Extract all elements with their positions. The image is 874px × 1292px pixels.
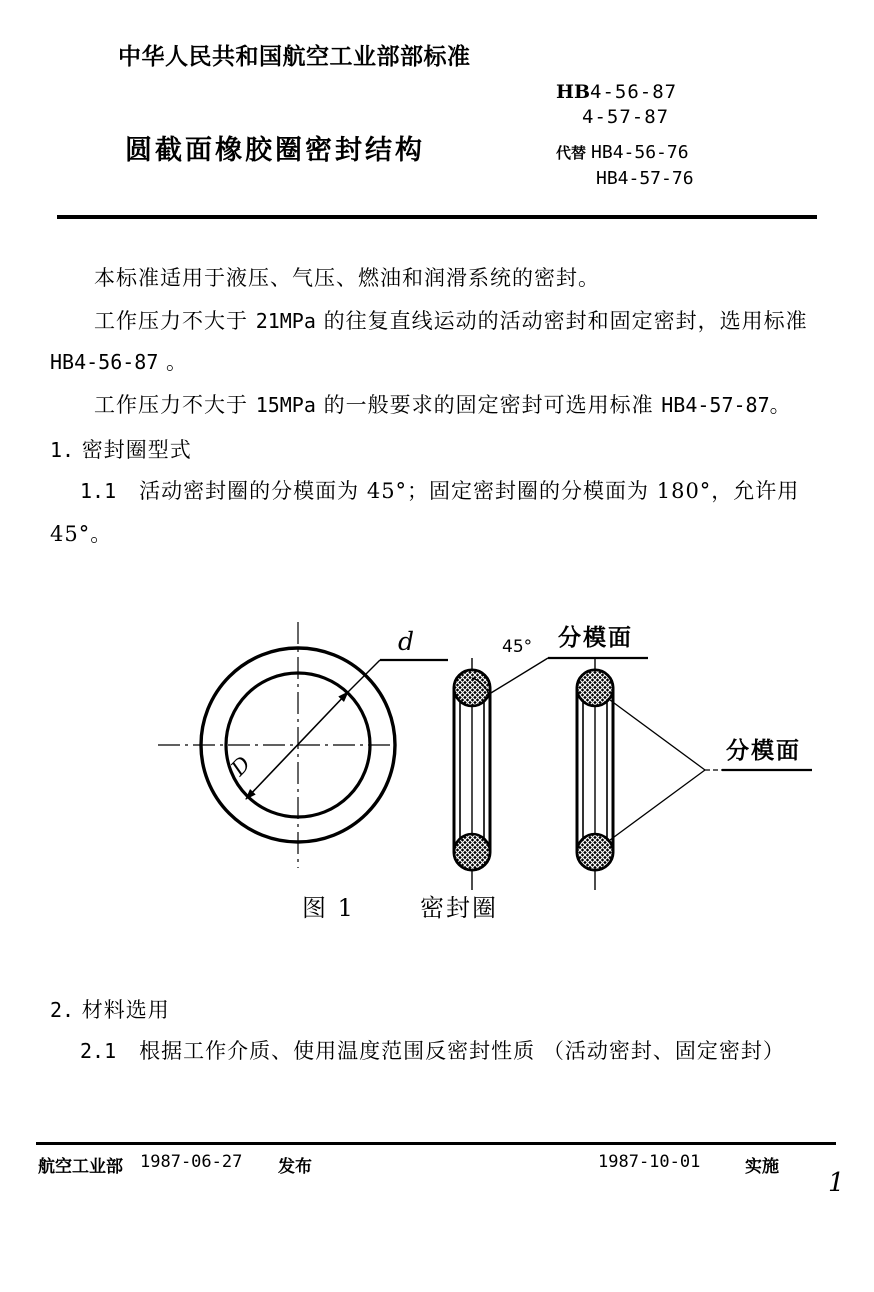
p2-text-b: 的往复直线运动的活动密封和固定密封，选用 bbox=[315, 309, 764, 333]
parting-surface-label-2: 分模面 bbox=[726, 737, 801, 764]
header-divider-rule bbox=[57, 215, 817, 219]
oring-section-view-180deg bbox=[577, 658, 812, 890]
p3-text-a: 工作压力不大于 bbox=[94, 393, 256, 417]
dimension-line-D bbox=[246, 692, 348, 799]
page-number: 1 bbox=[828, 1168, 845, 1198]
footer-effective-date: 1987-10-01 bbox=[598, 1152, 701, 1172]
standard-number-block bbox=[556, 80, 856, 130]
section-2-1 bbox=[50, 1031, 840, 1072]
p3-text-b: 的一般要求的固定密封可选用标准 bbox=[315, 393, 662, 417]
document-title: 圆截面橡胶圈密封结构 bbox=[125, 135, 425, 166]
replaces-standard-1: HB4-56-76 bbox=[591, 142, 689, 163]
document-body bbox=[50, 258, 840, 557]
paragraph-scope: 本标准适用于液压、气压、燃油和润滑系统的密封。 bbox=[94, 266, 600, 290]
p2-standard-ref: HB4-56-87 bbox=[50, 350, 159, 374]
leader-line-parting-180-lower bbox=[610, 770, 705, 840]
cross-section-bottom-45 bbox=[454, 834, 490, 870]
document-footer bbox=[0, 1150, 874, 1180]
section-1-1 bbox=[50, 471, 840, 512]
section-1-1-text: 活动密封圈的分模面为 45°；固定密封圈的分模面为 180°，允许用 bbox=[139, 479, 800, 503]
paragraph-pressure-15mpa bbox=[50, 385, 840, 426]
p2-text-c: 标准 bbox=[763, 309, 808, 333]
section-1-1-number: 1.1 bbox=[80, 479, 117, 503]
section-2-heading bbox=[50, 990, 840, 1031]
footer-issue-date: 1987-06-27 bbox=[140, 1152, 243, 1172]
footer-organization: 航空工业部 bbox=[38, 1157, 123, 1177]
p2-text-a: 工作压力不大于 bbox=[94, 309, 256, 333]
replaces-line-1 bbox=[556, 140, 856, 166]
ministry-title: 中华人民共和国航空工业部部标准 bbox=[118, 44, 471, 70]
section-2-number: 2. bbox=[50, 998, 75, 1022]
standard-prefix: HB bbox=[556, 81, 591, 103]
section-2-title: 材料选用 bbox=[81, 998, 170, 1022]
p2-pressure-value: 21MPa bbox=[255, 309, 316, 333]
dimension-label-D: D bbox=[226, 751, 256, 781]
footer-issue-word: 发布 bbox=[278, 1157, 312, 1177]
p2-text-d: 。 bbox=[158, 350, 189, 374]
section-2-1-number: 2.1 bbox=[80, 1039, 117, 1063]
standard-number-primary: 4-56-87 bbox=[590, 81, 678, 103]
standard-number-line-1 bbox=[556, 80, 856, 105]
cross-section-top-45 bbox=[454, 670, 490, 706]
section-2-1-text: 根据工作介质、使用温度范围反密封性质 （活动密封、固定密封） bbox=[139, 1039, 785, 1063]
leader-line-parting-45-diagonal bbox=[486, 658, 548, 696]
leader-line-parting-180-upper bbox=[610, 700, 705, 770]
parting-surface-label-1: 分模面 bbox=[558, 624, 633, 651]
section-1-heading bbox=[50, 430, 840, 471]
angle-label-45: 45° bbox=[502, 637, 533, 657]
replaces-label: 代替 bbox=[556, 144, 587, 162]
figure-caption-number: 图 1 bbox=[302, 894, 355, 922]
section-1-title: 密封圈型式 bbox=[81, 438, 192, 462]
cross-section-top-180 bbox=[577, 670, 613, 706]
footer-divider-rule bbox=[36, 1142, 836, 1145]
p3-pressure-value: 15MPa bbox=[255, 393, 316, 417]
paragraph-pressure-21mpa bbox=[50, 301, 840, 383]
dimension-label-d: d bbox=[398, 627, 415, 656]
footer-effective-word: 实施 bbox=[745, 1157, 779, 1177]
document-body-section-2 bbox=[50, 986, 840, 1074]
replaces-block bbox=[556, 140, 856, 191]
oring-section-view-45deg bbox=[454, 624, 648, 890]
standard-number-secondary: 4-57-87 bbox=[582, 106, 670, 128]
figure-caption-name: 密封圈 bbox=[420, 894, 498, 922]
oring-plan-view bbox=[158, 622, 448, 868]
replaces-standard-2: HB4-57-76 bbox=[596, 168, 694, 189]
section-1-number: 1. bbox=[50, 438, 75, 462]
section-1-1-continuation: 45°。 bbox=[50, 522, 113, 546]
p3-standard-ref: HB4-57-87 bbox=[661, 393, 770, 417]
p3-text-c: 。 bbox=[769, 393, 792, 417]
cross-section-bottom-180 bbox=[577, 834, 613, 870]
